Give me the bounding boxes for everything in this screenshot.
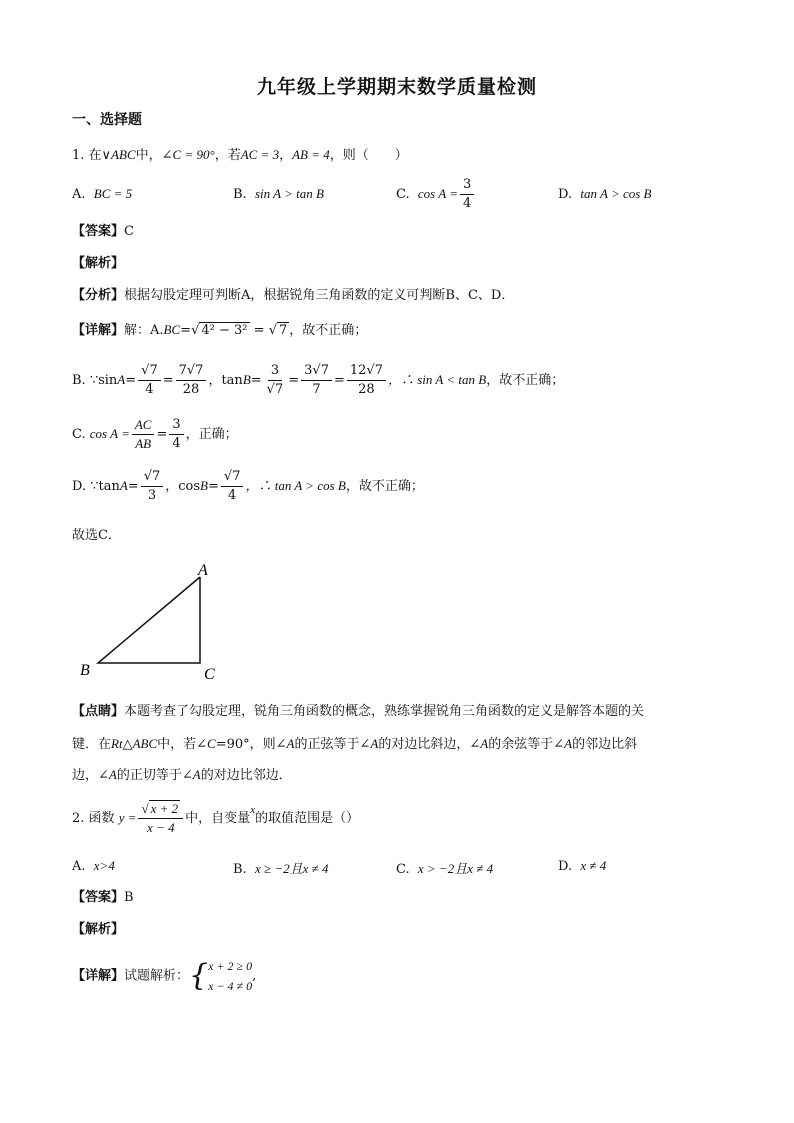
option-text: sin A > tan B [254,186,324,201]
q1-detail-c [72,416,238,453]
section-heading: 一、选择题 [72,112,142,128]
fraction [301,362,332,399]
fraction-numerator: AC [132,416,155,435]
math-var: A [480,736,489,751]
fraction [460,176,474,213]
sqrt-radicand: x + 2 [150,801,179,816]
dianjing-text: 的余弦等于∠ [488,737,565,752]
detail-text: ，故不正确； [486,373,565,388]
q1-triangle: ∨ABC [101,147,136,162]
system-row: x + 2 ≥ 0 [208,959,253,973]
math-var: Rt△ABC [111,736,158,751]
fenxi-tag: 【分析】 [72,288,125,303]
vertex-label-c: C [204,666,215,683]
math-op: = [162,373,174,388]
q1-choose: 故选C． [72,528,121,543]
fraction-denominator: 4 [228,488,237,503]
option-label: A. [72,187,86,202]
fraction [176,362,207,399]
answer-value: C [124,224,134,239]
detail-text: ，cos [165,479,201,494]
fraction [141,468,164,505]
math-var: B [200,478,208,493]
triangle-figure [70,555,230,685]
math-var: A [286,736,295,751]
q2-option-d [558,858,606,874]
math-conclusion: ，∴ sin A < tan B [387,372,487,387]
q2-answer [72,888,134,908]
detail-text: , [252,968,257,984]
fraction-denominator: 7 [312,382,321,397]
fraction [347,362,386,399]
q1-detail-a [72,320,367,341]
fraction-numerator: 7√7 [176,362,207,381]
fraction-denominator: AB [135,436,152,451]
system-row: x − 4 ≠ 0 [208,979,253,993]
option-label: B. [233,187,247,202]
q1-dianjing-line3 [72,765,292,786]
fraction-denominator: 3 [147,488,157,503]
question-1-stem [72,145,408,166]
detail-text: 试题解析： [124,968,190,984]
math-var: B [242,372,251,387]
sqrt-expression: √ x + 2 [141,801,179,816]
dianjing-tag: 【点睛】 [72,704,125,719]
q1-condition-angle: ∠C = 90° [161,147,215,162]
math-var: A [108,767,117,782]
fraction-numerator [138,800,183,819]
fraction [264,362,287,399]
option-text: x ≠ 4 [580,858,607,873]
detail-text: ，tan [208,373,243,388]
question-2-stem [72,800,359,837]
math-op: = [253,323,265,338]
q1-detail-d [72,468,424,505]
option-label: C. [396,187,410,202]
sqrt-radicand: 7 [278,323,288,338]
math-expression: cos A = [89,426,130,441]
detail-text: 解：A. [124,323,164,338]
vertex-label-a: A [198,562,208,579]
fraction-numerator: 3√7 [301,362,332,381]
sqrt-radicand: 4² − 3² [201,323,248,338]
math-var: BC [163,322,181,337]
q1-answer [72,222,134,242]
q1-detail-b [72,362,564,399]
fraction-numerator: √7 [138,362,161,381]
q1-dianjing-line1 [72,702,644,722]
q2-detail [72,956,256,996]
fraction-denominator: √7 [266,382,284,397]
fraction-numerator: 3 [460,176,474,195]
inequality-system [189,956,252,996]
dianjing-text: 的正弦等于∠ [294,737,371,752]
q2-option-a [72,858,115,874]
math-op: = [127,479,139,494]
option-label: D. [558,187,573,202]
fraction-numerator: √7 [221,468,244,487]
dianjing-text: 的邻边比斜 [572,737,638,752]
math-op: = [288,373,300,388]
detail-text: ，故不正确； [289,323,368,338]
option-text: x ≥ −2且x ≠ 4 [254,861,329,876]
q1-stem-text: ，则（ ） [329,148,408,163]
q2-option-c [396,858,493,877]
math-op: = [156,427,168,442]
q1-stem-text: ，若 [214,148,241,163]
math-op: = [333,373,345,388]
option-text: BC = 5 [93,186,133,201]
vertex-label-b: B [80,662,90,679]
dianjing-text: 的对边比邻边． [200,768,292,783]
math-conclusion: ，∴ tan A > cos B [245,478,346,493]
q1-option-c [396,176,476,213]
option-text: tan A > cos B [580,186,652,201]
q1-option-b [233,186,324,202]
q2-option-b [233,858,329,877]
math-var: C [207,736,216,751]
fraction-denominator: 28 [358,382,375,397]
q1-analysis-tag: 【解析】 [72,256,125,271]
detail-tag: 【详解】 [72,323,125,338]
math-var: y = [118,810,137,825]
q2-stem-text: 的取值范围是（） [255,811,360,826]
option-label: D. [558,859,573,874]
option-text: cos A = [417,186,458,201]
fraction-numerator: 3 [169,416,183,435]
option-label: A. [72,859,86,874]
q2-number: 2. 函数 [72,811,115,826]
fraction [138,800,183,837]
answer-tag: 【答案】 [72,224,125,239]
answer-tag: 【答案】 [72,890,125,905]
dianjing-text: 本题考查了勾股定理，锐角三角函数的概念，熟练掌握锐角三角函数的定义是解答本题的关 [124,704,645,719]
fraction [132,416,155,453]
math-op: = [250,373,262,388]
q1-number: 1. 在 [72,148,102,163]
math-var: A [192,767,201,782]
fraction-denominator: 4 [462,196,472,211]
q1-option-a [72,186,132,202]
dianjing-text: 边，∠ [72,768,109,783]
detail-text: B. ∵sin [72,373,118,388]
dianjing-text: =90°，则∠ [215,737,287,752]
detail-tag: 【详解】 [72,968,125,984]
dianjing-text: 的对边比斜边，∠ [378,737,481,752]
fraction-numerator: √7 [141,468,164,487]
math-var: A [117,372,126,387]
fraction-denominator: 28 [182,382,200,397]
math-op: = [208,479,219,494]
option-label: C. [396,862,410,877]
q1-stem-text: 中， [135,148,162,163]
fraction-denominator: 4 [145,382,154,397]
q1-dianjing-line2 [72,734,637,755]
fraction-numerator: 3 [268,362,282,381]
math-var: x [250,804,256,816]
fraction [221,468,244,505]
option-text: x>4 [93,858,115,873]
detail-text: ，正确； [185,427,238,442]
dianjing-text: 的正切等于∠ [116,768,193,783]
q2-stem-text: 中，自变量 [185,811,251,826]
sqrt-expression: √ 7 [268,323,288,338]
option-text: x > −2且x ≠ 4 [417,861,494,876]
q1-condition-ac: AC = 3 [240,147,280,162]
math-op: = [180,323,192,338]
q1-stem-text: ， [279,148,293,163]
fraction-numerator: 12√7 [347,362,386,381]
q1-fenxi [72,286,514,306]
option-label: B. [233,862,247,877]
triangle-shape [98,577,200,663]
brace-icon: { [189,958,209,993]
detail-text: ，故不正确； [345,479,424,494]
detail-text: D. ∵tan [72,479,120,494]
q2-analysis-tag: 【解析】 [72,922,125,937]
math-var: A [119,478,128,493]
sqrt-expression: √ 4² − 3² [191,323,248,338]
fraction-denominator: 4 [172,436,181,451]
page-title: 九年级上学期期末数学质量检测 [256,76,537,98]
fraction [138,362,161,399]
fraction-denominator: x − 4 [147,820,175,835]
dianjing-text: 中，若∠ [157,737,208,752]
dianjing-text: 键．在 [72,737,112,752]
q1-option-d [558,186,652,202]
math-op: = [125,373,137,388]
math-var: A [564,736,573,751]
detail-text: C. [72,427,86,442]
fraction [169,416,183,453]
math-var: A [370,736,379,751]
fenxi-text: 根据勾股定理可判断A，根据锐角三角函数的定义可判断B、C、D． [124,288,515,303]
answer-value: B [124,890,134,905]
q1-condition-ab: AB = 4 [292,147,330,162]
